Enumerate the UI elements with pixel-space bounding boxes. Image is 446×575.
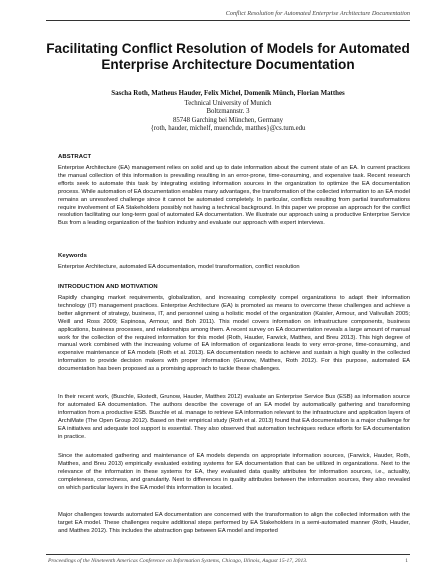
footer-rule	[46, 554, 410, 555]
author-list: Sascha Roth, Matheus Hauder, Felix Michel, Domenik Münch, Florian Matthes	[111, 90, 345, 97]
page-number: 1	[405, 558, 408, 564]
abstract-text: Enterprise Architecture (EA) management relies on solid and up to date information about the current state of an EA. In current practices the manual collection of this information is prevailing resulting in an error-prone, time-consuming, and expensive task. Recent research efforts seek to automate this task by integrating existing information sources in the organization to optimize the EA documentation process. While automation of EA documentation enables many advantages, the transformation of the collected information to an EA model remains an unresolved challenge since it cannot be automated completely. In particular, conflicts resulting from partial transformations require involvement of EA Stakeholders possibly not having a technical background. In this paper we propose an approach for the conflict resolution facilitating our long-term goal of automated EA documentation. We illustrate our approach using a productive Enterprise Service Bus from a leading organization of the fashion industry and evaluate our approach with expert interviews.	[58, 165, 410, 227]
intro-paragraph-3: Since the automated gathering and maintenance of EA models depends on appropriate information sources, (Farwick, Hauder, Roth, Matthes, and Breu 2013) empirically evaluated existing systems for EA documentation that can be utilized in organizations. Next to the relevance of the information in these systems for EA, they evaluated data quality attributes for information sources, i.e., actuality, completeness, correctness, and granularity. Next to differences in quality attributes between the information sources, they also revealed on which particular layers in the EA model this information is located.	[58, 453, 410, 491]
intro-paragraph-2: In their recent work, (Buschle, Ekstedt, Grunow, Hauder, Matthes 2012) evaluate an Enterprise Service Bus (ESB) as information source for automated EA documentation. The authors describe the coverage of an EA model by automatically gathering and transforming information from a productive ESB. Buschle et al. manage to retrieve EA information relevant to the infrastructure and application layers of ArchiMate (The Open Group 2012). Based on their empirical study (Roth et al. 2013) found that EA documentation is a major challenge for EA initiatives and adequate tool support is essential. They also observed that automation techniques reduce efforts for EA documentation in practice.	[58, 394, 410, 440]
footer-proceedings: Proceedings of the Nineteenth Americas Conference on Information Systems, Chicago, Illinois, August 15-17, 2013.	[48, 558, 308, 564]
affiliation-emails: {roth, hauder, michelf, muenchde, matthes}@cs.tum.edu	[150, 124, 306, 132]
intro-paragraph-4: Major challenges towards automated EA documentation are concerned with the transformation to align the collected information with the target EA model. These challenges require additional steps performed by EA Stakeholders in a semi-automated manner (Roth, Hauder, and Matthes 2012). This includes the abstraction gap between EA model and imported	[58, 512, 410, 534]
title-line-1: Facilitating Conflict Resolution of Models for Automated	[46, 41, 410, 56]
paper-title	[40, 41, 416, 73]
affiliation-street: Boltzmannstr. 3	[206, 108, 250, 116]
introduction-heading: INTRODUCTION AND MOTIVATION	[58, 284, 158, 290]
abstract-heading: ABSTRACT	[58, 154, 92, 160]
header-rule	[46, 20, 410, 21]
running-header: Conflict Resolution for Automated Enterprise Architecture Documentation	[225, 10, 410, 17]
affiliation-institution: Technical University of Munich	[184, 100, 272, 107]
title-line-2: Enterprise Architecture Documentation	[101, 57, 355, 72]
affiliation-city: 85748 Garching bei München, Germany	[172, 116, 284, 124]
keywords-heading: Keywords	[58, 253, 87, 259]
affiliation	[40, 100, 416, 133]
intro-paragraph-1: Rapidly changing market requirements, globalization, and increasing complexity compel organizations to adapt their information technology (IT) management practices. Enterprise Architecture (EA) is promoted as means to overcome these challenges and achieve a better alignment of strategy, business, IT, and personnel using a holistic model of the organization (Kaisler, Armour, and Valivullah 2005; Weill and Ross 2009; Espinosa, Armour, and Boh 2011). This model covers information on infrastructure components, business applications, business processes, and relationships among them. A recent survey on EA documentation reveals a large amount of manual work for the collection of the required information for this model (Roth, Hauder, Farwick, Matthes, and Breu 2013). This high degree of manual work combined with the increasing volume of EA information of organizations leads to very error-prone, time-consuming, and expensive maintenance of EA models (Roth et al. 2013). EA documentation needs to achieve and sustain a high quality in the collected information to provide decision makers with proper information (Grunow, Matthes, Roth 2012). For this purpose, automated EA documentation has been proposed as a promising approach to tackle these challenges.	[58, 295, 410, 373]
keywords-text: Enterprise Architecture, automated EA documentation, model transformation, conflict resolution	[58, 264, 300, 270]
